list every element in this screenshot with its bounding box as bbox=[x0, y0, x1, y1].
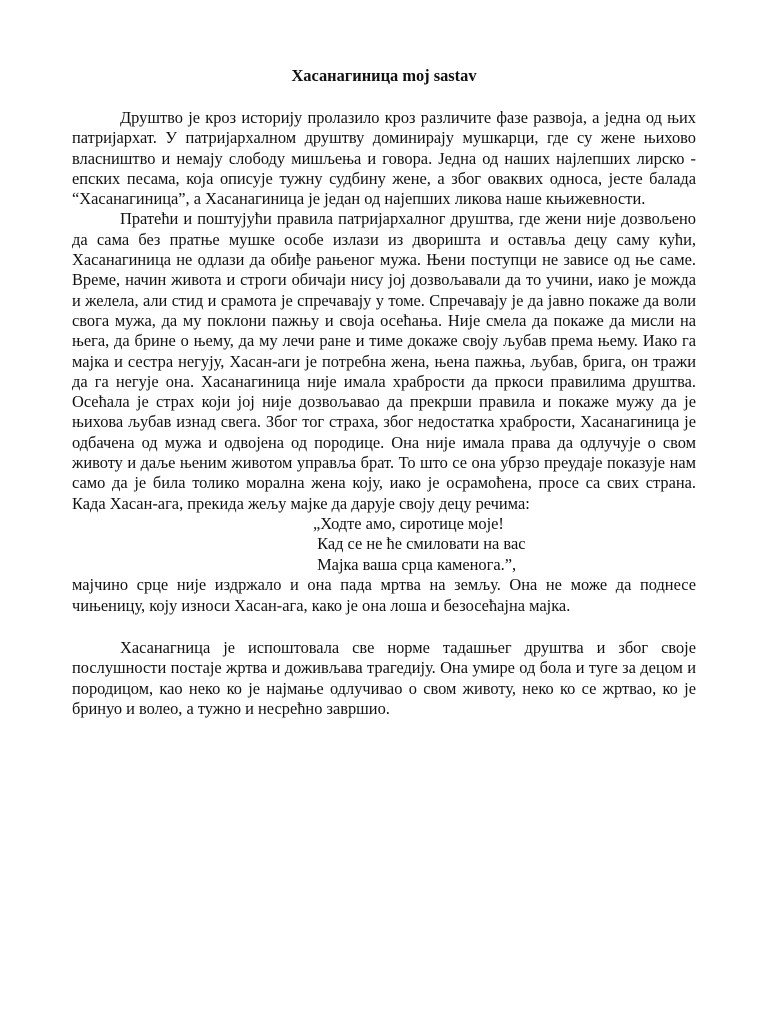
poem-line-2: Кад се не ће смиловати на вас bbox=[313, 534, 526, 554]
document-title: Хасанагиница moj sastav bbox=[291, 66, 477, 85]
paragraph-spacer bbox=[72, 616, 696, 638]
paragraph-continuation: мајчино срце није издржало и она пада мртва на земљу. Она не може да поднесе чињеницу, коју износи Хасан-ага, како је она лоша и безосећајна мајка. bbox=[72, 575, 696, 615]
poem-quote bbox=[313, 514, 696, 576]
poem-line-3: Мајка ваша срца каменога.”, bbox=[313, 554, 517, 574]
paragraph-main: Пратећи и поштујући правила патријархалног друштва, где жени није дозвољено да сама без пратње мушке особе излази из дворишта и оставља децу саму кући, Хасанагиница не одлази да обиђе рањеног мужа. Њени поступци не зависе од ње саме. Време, начин живота и строги обичаји нису јој дозвољавали да то учини, иако је можда и желела, али стид и срамота је спречавају у томе. Спречавају је да јавно покаже да воли свога мужа, да му поклони пажњу и своја осећања. Није смела да покаже да мисли на њега, да брине о њему, да му лечи ране и тиме докаже своју љубав према њему. Иако га мајка и сестра негују, Хасан-аги је потребна жена, њена пажња, љубав, брига, он тражи да га негује она. Хасанагиница није имала храбрости да пркоси правилима друштва. Осећала је страх који јој није дозвољавао да прекрши правила и покаже мужу да је њихова љубав изнад свега. Због тог страха, због недостатка храбрости, Хасанагиница је одбачена од мужа и одвојена од породице. Она није имала права да одлучује о свом животу и даље њеним животом управља брат. То што се она убрзо преудаје показује нам само да је била толико морална жена коју, иако је осрамоћена, просе са свих страна. Када Хасан-ага, прекида жељу мајке да дарује своју децу речима: bbox=[72, 209, 696, 513]
paragraph-conclusion: Хасанагница је испоштовала све норме тадашњег друштва и због своје послушности постаје жртва и доживљава трагедију. Она умире од бола и туге за децом и породицом, као неко ко је најмање одлучивао о свом животу, неко ко се жртвао, ко је бринуо и волео, а тужно и несрећно завршио. bbox=[72, 638, 696, 718]
document-page bbox=[72, 66, 696, 719]
paragraph-intro: Друштво је кроз историју пролазило кроз различите фазе развоја, а једна од њих патријархат. У патријархалном друштву доминирају мушкарци, где су жене њихово власништво и немају слободу мишљења и говора. Једна од наших најлепших лирско - епских песама, која описује тужну судбину жене, а због оваквих односа, јесте балада “Хасанагиница”, а Хасанагиница је један од најепших ликова наше књижевности. bbox=[72, 108, 696, 209]
poem-line-1: „Ходте амо, сиротице моје! bbox=[313, 513, 504, 533]
